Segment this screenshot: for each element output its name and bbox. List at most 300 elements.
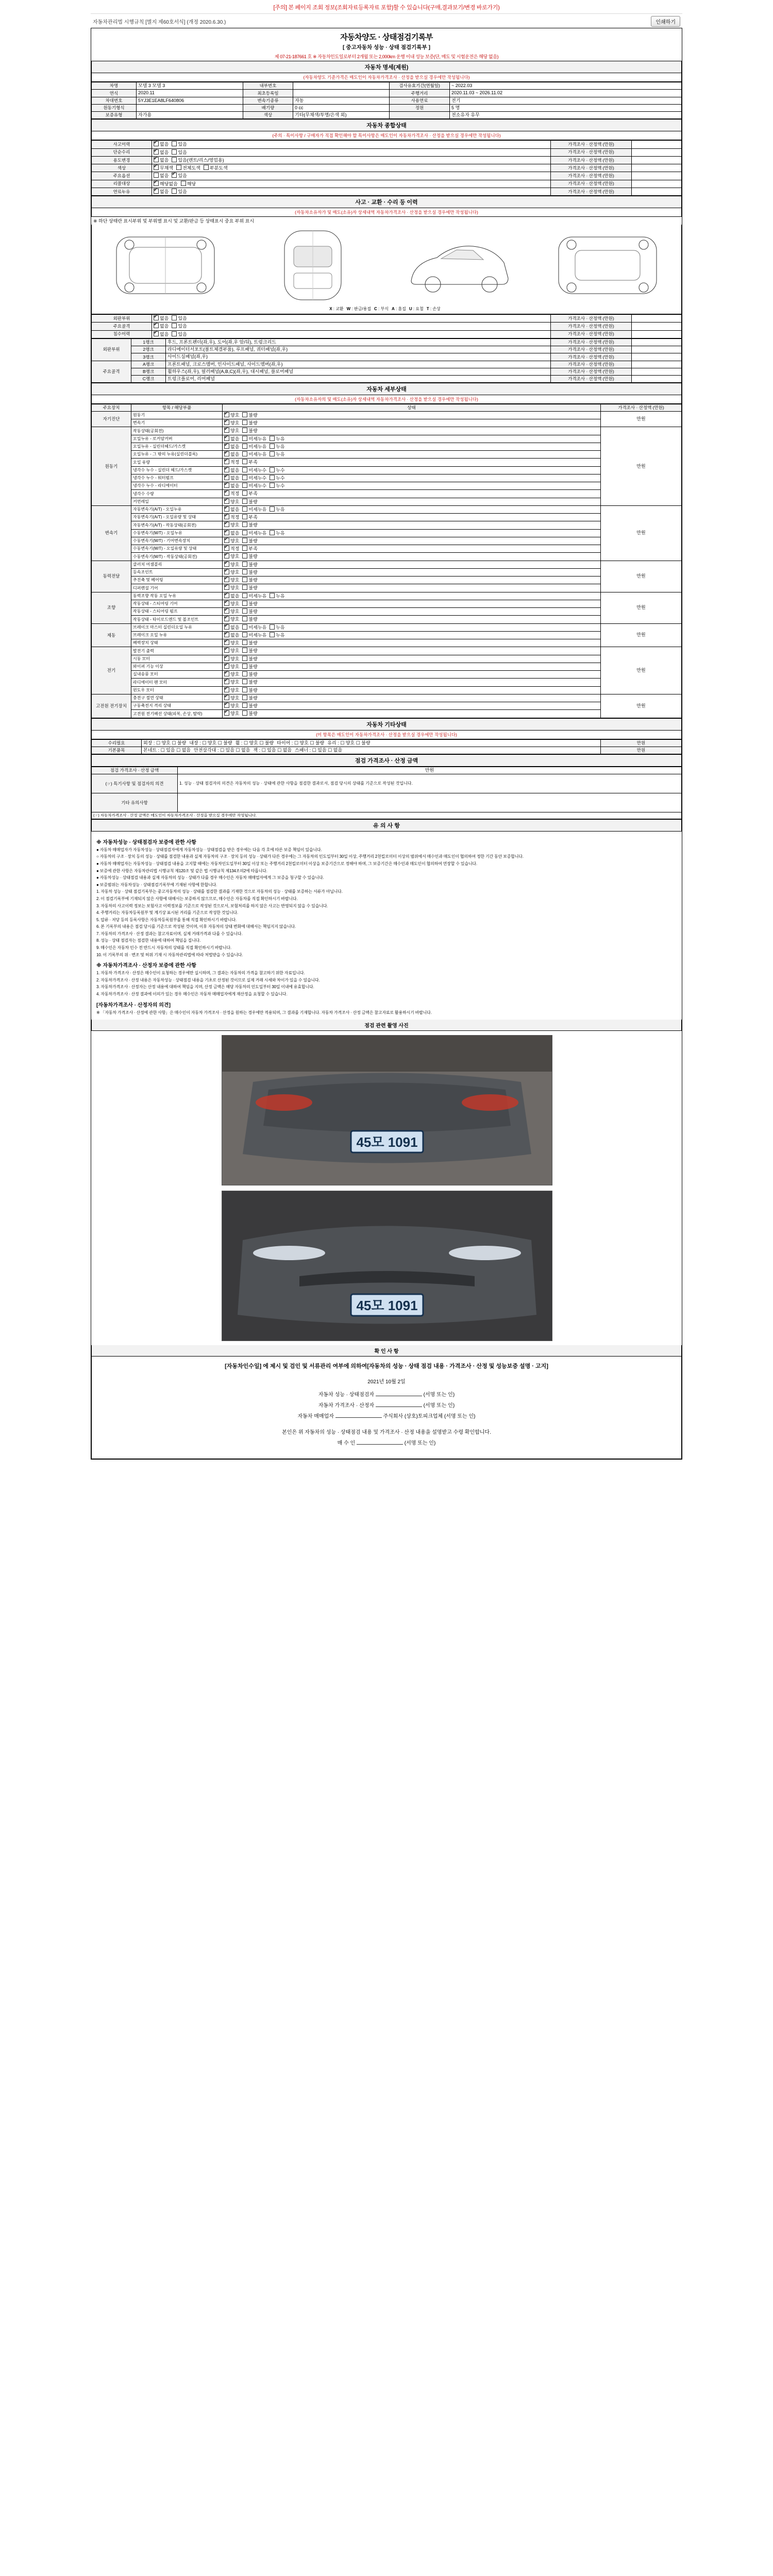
cell-options[interactable] [223, 655, 601, 663]
cell-options[interactable] [152, 188, 551, 195]
cell-item: 냉각수 누수 - 워터펌프 [131, 474, 223, 482]
check-option[interactable]: ✔ 양호 [224, 703, 239, 709]
cell-options[interactable] [152, 172, 551, 180]
cell-options[interactable] [152, 180, 551, 188]
checkbox-icon[interactable] [242, 585, 247, 590]
checkbox-icon[interactable] [242, 562, 247, 567]
checkbox-icon[interactable] [224, 538, 229, 543]
option-group[interactable]: 외장 : ☐ 양호 ☐ 불량 [143, 740, 187, 745]
checkbox-icon[interactable] [224, 436, 229, 441]
check-option[interactable]: 불량 [242, 577, 257, 583]
checkbox-icon[interactable] [204, 165, 209, 170]
cell-options[interactable] [223, 663, 601, 670]
check-option[interactable]: ✔ 적정 [224, 514, 239, 520]
check-option[interactable]: 불량 [242, 522, 257, 528]
check-option[interactable]: ✔ 양호 [224, 577, 239, 583]
check-option[interactable]: 누유 [270, 436, 284, 442]
check-option[interactable]: ✔ 양호 [224, 585, 239, 591]
check-option[interactable]: 불량 [242, 562, 257, 568]
checkbox-icon[interactable] [224, 420, 229, 425]
check-option[interactable]: ✔ 없음 [224, 632, 239, 638]
checkbox-icon[interactable] [242, 428, 247, 433]
check-option[interactable]: 있음 [172, 331, 187, 337]
check-option[interactable]: ✔ 적정 [224, 490, 239, 497]
checkbox-icon[interactable] [224, 679, 229, 684]
checkbox-icon[interactable] [172, 331, 177, 336]
check-option[interactable]: ✔ 적정 [224, 546, 239, 552]
check-option[interactable]: ✔ 양호 [224, 538, 239, 544]
cell-options[interactable] [223, 474, 601, 482]
checkbox-icon[interactable] [242, 710, 247, 716]
check-option[interactable]: 누유 [270, 593, 284, 599]
check-option[interactable]: 부분도색 [204, 165, 228, 171]
check-option[interactable]: 해당 [181, 181, 196, 187]
check-option[interactable]: 불량 [242, 608, 257, 615]
check-option[interactable]: ✔ 없음 [154, 157, 169, 163]
checkbox-icon[interactable] [172, 315, 177, 320]
guide-paragraph: 9. 매수인은 자동차 인수 전 반드시 자동차의 상태를 직접 확인하시기 바랍니다. [96, 945, 231, 951]
check-option[interactable]: 미세누유 [242, 530, 266, 536]
check-option[interactable]: 불량 [242, 679, 257, 685]
checkbox-icon[interactable] [224, 562, 229, 567]
cell-options[interactable] [223, 568, 601, 576]
check-option[interactable]: 불량 [242, 687, 257, 693]
check-option[interactable]: ✔ 양호 [224, 412, 239, 418]
check-option[interactable]: 불량 [242, 420, 257, 426]
cell-options[interactable] [223, 411, 601, 419]
check-option[interactable]: 누유 [270, 451, 284, 457]
option-group[interactable]: 타이어 : ☐ 양호 ☐ 불량 [277, 740, 325, 745]
cell-options[interactable] [223, 710, 601, 718]
checkbox-icon[interactable] [154, 189, 159, 194]
check-option[interactable]: ✔ 양호 [224, 687, 239, 693]
checkbox-icon[interactable] [224, 585, 229, 590]
cell-price: 만원 [601, 505, 682, 561]
check-option[interactable]: 불량 [242, 616, 257, 622]
check-option[interactable]: ✔ 양호 [224, 553, 239, 560]
checkbox-icon[interactable] [270, 483, 275, 488]
cell-options[interactable] [223, 702, 601, 710]
check-option[interactable]: 누수 [270, 467, 284, 473]
cell-options[interactable] [223, 514, 601, 521]
cell-options[interactable] [223, 623, 601, 631]
cell-options[interactable] [223, 553, 601, 561]
checkbox-icon[interactable] [154, 149, 159, 155]
checkbox-icon[interactable] [270, 444, 275, 449]
checkbox-icon[interactable] [224, 483, 229, 488]
checkbox-icon[interactable] [242, 506, 247, 512]
checkbox-icon[interactable] [242, 553, 247, 558]
check-option[interactable]: 미세누수 [242, 467, 266, 473]
check-option[interactable]: ✔ 양호 [224, 499, 239, 505]
check-option[interactable]: ✔ 양호 [224, 608, 239, 615]
basic-spec-table [91, 82, 682, 119]
cell-options[interactable] [223, 490, 601, 498]
checkbox-icon[interactable] [242, 569, 247, 574]
checkbox-icon[interactable] [242, 436, 247, 441]
cell-options[interactable] [152, 148, 551, 156]
check-option[interactable]: 불량 [242, 585, 257, 591]
check-option[interactable]: ✔ 양호 [224, 656, 239, 662]
checkbox-icon[interactable] [242, 451, 247, 456]
check-option[interactable]: 누유 [270, 506, 284, 513]
checkbox-icon[interactable] [224, 490, 229, 496]
table-row [92, 330, 682, 338]
option-group[interactable]: 잭 : ☐ 있음 ☐ 없음 [253, 747, 292, 753]
cell-options[interactable] [223, 435, 601, 443]
checkbox-icon[interactable] [270, 467, 275, 472]
check-option[interactable]: ✔ 없음 [224, 467, 239, 473]
checkbox-icon[interactable] [242, 420, 247, 425]
check-option[interactable]: ✔ 양호 [224, 710, 239, 717]
checkbox-icon[interactable] [224, 553, 229, 558]
checkbox-icon[interactable] [242, 593, 247, 598]
checkbox-icon[interactable] [224, 632, 229, 637]
checkbox-icon[interactable] [224, 616, 229, 621]
checkbox-icon[interactable] [172, 157, 177, 162]
cell-options[interactable] [223, 529, 601, 537]
cell-item: 브레이크 오일 누유 [131, 631, 223, 639]
checkbox-icon[interactable] [224, 687, 229, 692]
cell-options[interactable] [223, 419, 601, 427]
check-option[interactable]: 미세누수 [242, 483, 266, 489]
checkbox-icon[interactable] [242, 467, 247, 472]
checkbox-icon[interactable] [224, 514, 229, 519]
check-option[interactable]: ✔ 없음 [224, 483, 239, 489]
cell-price-label: 가격조사 · 산정액 (만원) [551, 141, 632, 148]
checkbox-icon[interactable] [242, 632, 247, 637]
check-option[interactable]: 불량 [242, 538, 257, 544]
checkbox-icon[interactable] [270, 506, 275, 512]
check-option[interactable]: 미세누유 [242, 506, 266, 513]
option-group[interactable]: 스패너 : ☐ 있음 ☐ 없음 [295, 747, 343, 753]
check-option[interactable]: 누유 [270, 530, 284, 536]
checkbox-icon[interactable] [224, 522, 229, 527]
check-option[interactable]: 미세누유 [242, 632, 266, 638]
check-option[interactable]: ✔ 있음 [172, 173, 187, 179]
check-option[interactable]: ✔ 없음 [224, 530, 239, 536]
cell-options[interactable] [152, 323, 551, 330]
check-option[interactable]: 불량 [242, 640, 257, 646]
check-option[interactable]: 미세누유 [242, 451, 266, 457]
option-group[interactable]: 내장 : ☐ 양호 ☐ 불량 [189, 740, 232, 745]
check-option[interactable]: 부족 [242, 514, 257, 520]
checkbox-icon[interactable] [172, 141, 177, 146]
checkbox-icon[interactable] [172, 173, 177, 178]
checkbox-icon[interactable] [242, 514, 247, 519]
cell-options[interactable] [142, 739, 601, 747]
checkbox-icon[interactable] [270, 475, 275, 480]
cell-options[interactable] [223, 577, 601, 584]
check-option[interactable]: 불량 [242, 648, 257, 654]
check-option[interactable]: ✔ 양호 [224, 601, 239, 607]
check-option[interactable]: ✔ 양호 [224, 616, 239, 622]
check-option[interactable]: ✔ 없음 [224, 436, 239, 442]
checkbox-icon[interactable] [242, 577, 247, 582]
checkbox-icon[interactable] [242, 475, 247, 480]
checkbox-icon[interactable] [181, 181, 186, 186]
print-button[interactable]: 인쇄하기 [651, 16, 680, 27]
checkbox-icon[interactable] [242, 459, 247, 464]
cell-options[interactable] [223, 639, 601, 647]
check-option[interactable]: ✔ 없음 [154, 331, 169, 337]
option-group[interactable]: 유리 : ☐ 양호 ☐ 불량 [327, 740, 371, 745]
section-accident-note: (자동차소유자가 및 매도(소유)자 상세내역 자동차가격조사 · 산정을 받으실 경우에만 작성됩니다) [91, 208, 682, 217]
check-option[interactable]: ✔ 없음 [224, 624, 239, 631]
checkbox-icon[interactable] [176, 165, 181, 170]
check-option[interactable]: 있음 [172, 323, 187, 329]
cell-item: 발전기 출력 [131, 647, 223, 655]
option-group[interactable]: 안전삼각대 : ☐ 있음 ☐ 없음 [194, 747, 250, 753]
checkbox-icon[interactable] [224, 546, 229, 551]
cell-options[interactable] [152, 164, 551, 172]
cell-label: 주요골격 [92, 323, 152, 330]
cell-options[interactable] [223, 686, 601, 694]
check-option[interactable]: 불량 [242, 412, 257, 418]
checkbox-icon[interactable] [172, 189, 177, 194]
cell-options[interactable] [223, 443, 601, 450]
cell-options[interactable] [152, 141, 551, 148]
check-option[interactable]: ✔ 없음 [224, 451, 239, 457]
checkbox-icon[interactable] [242, 616, 247, 621]
checkbox-icon[interactable] [224, 640, 229, 645]
check-option[interactable]: 불량 [242, 499, 257, 505]
check-option[interactable]: ✔ 없음 [224, 593, 239, 599]
checkbox-icon[interactable] [242, 608, 247, 614]
checkbox-icon[interactable] [242, 490, 247, 496]
cell-options[interactable] [152, 156, 551, 164]
check-option[interactable]: 불량 [242, 428, 257, 434]
checkbox-icon[interactable] [242, 444, 247, 449]
cell-options[interactable] [142, 747, 601, 754]
check-option[interactable]: 부족 [242, 459, 257, 465]
checkbox-icon[interactable] [224, 530, 229, 535]
check-option[interactable]: ✔ 양호 [224, 679, 239, 685]
cell-options[interactable] [223, 679, 601, 686]
cell-options[interactable] [223, 459, 601, 466]
cell-options[interactable] [223, 545, 601, 553]
checkbox-icon[interactable] [224, 577, 229, 582]
check-option[interactable]: ✔ 양호 [224, 640, 239, 646]
cell-options[interactable] [223, 498, 601, 505]
check-option[interactable]: ✔ 없음 [154, 323, 169, 329]
checkbox-icon[interactable] [224, 506, 229, 512]
checkbox-icon[interactable] [224, 459, 229, 464]
check-option[interactable]: 불량 [242, 671, 257, 677]
checkbox-icon[interactable] [154, 141, 159, 146]
table-row [92, 793, 682, 812]
checkbox-icon[interactable] [224, 695, 229, 700]
cell-options[interactable] [152, 315, 551, 323]
checkbox-icon[interactable] [154, 157, 159, 162]
checkbox-icon[interactable] [242, 538, 247, 543]
checkbox-icon[interactable] [224, 593, 229, 598]
sign-field[interactable] [335, 1417, 382, 1418]
cell-options[interactable] [223, 694, 601, 702]
check-option[interactable]: 미세누유 [242, 593, 266, 599]
check-option[interactable]: 미세누수 [242, 475, 266, 481]
check-option[interactable]: 불량 [242, 710, 257, 717]
cell-value: 2020.11.03 ~ 2026.11.02 [450, 90, 682, 97]
checkbox-icon[interactable] [224, 648, 229, 653]
cell-options[interactable] [223, 671, 601, 679]
check-option[interactable]: 있음 [172, 141, 187, 147]
check-option[interactable]: 불량 [242, 664, 257, 670]
cell-options[interactable] [223, 561, 601, 568]
cell-options[interactable] [223, 616, 601, 623]
cell-options[interactable] [223, 482, 601, 490]
checkbox-icon[interactable] [154, 181, 159, 186]
checkbox-icon[interactable] [270, 632, 275, 637]
check-option[interactable]: 부족 [242, 546, 257, 552]
checkbox-icon[interactable] [242, 530, 247, 535]
checkbox-icon[interactable] [270, 436, 275, 441]
checkbox-icon[interactable] [154, 173, 159, 178]
checkbox-icon[interactable] [224, 412, 229, 417]
checkbox-icon[interactable] [224, 569, 229, 574]
check-option[interactable]: ✔ 양호 [224, 569, 239, 575]
check-option[interactable]: 누유 [270, 632, 284, 638]
checkbox-icon[interactable] [172, 149, 177, 155]
check-option[interactable]: ✔ 양호 [224, 664, 239, 670]
option-group[interactable]: 본네트 : ☐ 있음 ☐ 없음 [143, 747, 191, 753]
check-option[interactable]: 누수 [270, 475, 284, 481]
checkbox-icon[interactable] [224, 428, 229, 433]
check-option[interactable]: 있음(렌트/리스/영업용) [172, 157, 224, 163]
checkbox-icon[interactable] [242, 624, 247, 630]
checkbox-icon[interactable] [242, 648, 247, 653]
check-option[interactable]: 전체도색 [176, 165, 200, 171]
check-option[interactable]: ✔ 없음 [224, 444, 239, 450]
checkbox-icon[interactable] [224, 601, 229, 606]
check-option[interactable]: ✔ 없음 [224, 506, 239, 513]
check-option[interactable]: 불량 [242, 695, 257, 701]
checkbox-icon[interactable] [242, 703, 247, 708]
checkbox-icon[interactable] [242, 679, 247, 684]
cell-options[interactable] [223, 608, 601, 616]
option-group[interactable]: 휠 : ☐ 양호 ☐ 불량 [235, 740, 274, 745]
check-option[interactable]: ✔ 양호 [224, 648, 239, 654]
check-option[interactable]: 미세누유 [242, 624, 266, 631]
cell-options[interactable] [152, 330, 551, 338]
check-option[interactable]: 불량 [242, 553, 257, 560]
check-option[interactable]: ✔ 양호 [224, 428, 239, 434]
check-option[interactable]: 없음 [154, 173, 169, 179]
cell-options[interactable] [223, 427, 601, 435]
checkbox-icon[interactable] [242, 656, 247, 661]
check-option[interactable]: 누수 [270, 483, 284, 489]
check-option[interactable]: ✔ 무채색 [154, 165, 173, 171]
cell-options[interactable] [223, 451, 601, 459]
cell-options[interactable] [223, 647, 601, 655]
checkbox-icon[interactable] [154, 165, 159, 170]
cell-options[interactable] [223, 584, 601, 592]
check-option[interactable]: ✔ 해당없음 [154, 181, 178, 187]
check-option[interactable]: ✔ 없음 [154, 141, 169, 147]
cell-options[interactable] [223, 521, 601, 529]
check-option[interactable]: ✔ 양호 [224, 695, 239, 701]
check-option[interactable]: ✔ 양호 [224, 522, 239, 528]
check-option[interactable]: ✔ 양호 [224, 562, 239, 568]
cell-options[interactable] [223, 466, 601, 474]
cell-options[interactable] [223, 592, 601, 600]
check-option[interactable]: 부족 [242, 490, 257, 497]
checkbox-icon[interactable] [242, 695, 247, 700]
check-option[interactable]: ✔ 없음 [154, 315, 169, 321]
cell-options[interactable] [223, 631, 601, 639]
checkbox-icon[interactable] [172, 323, 177, 328]
check-option[interactable]: ✔ 적정 [224, 459, 239, 465]
check-option[interactable]: 불량 [242, 703, 257, 709]
check-option[interactable]: 있음 [172, 315, 187, 321]
checkbox-icon[interactable] [270, 624, 275, 630]
photo-section-title: 점검 관련 촬영 사진 [91, 1020, 682, 1031]
checkbox-icon[interactable] [224, 475, 229, 480]
checkbox-icon[interactable] [224, 664, 229, 669]
checkbox-icon[interactable] [224, 451, 229, 456]
check-option[interactable]: ✔ 양호 [224, 671, 239, 677]
checkbox-icon[interactable] [270, 530, 275, 535]
checkbox-icon[interactable] [224, 656, 229, 661]
check-option[interactable]: ✔ 없음 [224, 475, 239, 481]
checkbox-icon[interactable] [224, 710, 229, 716]
check-option[interactable]: ✔ 양호 [224, 420, 239, 426]
check-option[interactable]: 누유 [270, 444, 284, 450]
checkbox-icon[interactable] [224, 671, 229, 676]
check-option[interactable]: 있음 [172, 189, 187, 195]
checkbox-icon[interactable] [242, 601, 247, 606]
checkbox-icon[interactable] [242, 412, 247, 417]
check-option[interactable]: ✔ 없음 [154, 189, 169, 195]
checkbox-icon[interactable] [242, 671, 247, 676]
check-option[interactable]: 누유 [270, 624, 284, 631]
checkbox-icon[interactable] [242, 522, 247, 527]
check-option[interactable]: 불량 [242, 569, 257, 575]
cell-options[interactable] [223, 505, 601, 513]
buyer-field[interactable] [357, 1444, 403, 1445]
checkbox-icon[interactable] [224, 624, 229, 630]
checkbox-icon[interactable] [224, 703, 229, 708]
checkbox-icon[interactable] [224, 467, 229, 472]
cell-options[interactable] [223, 537, 601, 545]
checkbox-icon[interactable] [242, 483, 247, 488]
checkbox-icon[interactable] [224, 608, 229, 614]
checkbox-icon[interactable] [242, 687, 247, 692]
check-option[interactable]: 불량 [242, 601, 257, 607]
checkbox-icon[interactable] [154, 331, 159, 336]
check-option[interactable]: 불량 [242, 656, 257, 662]
check-option[interactable]: ✔ 없음 [154, 149, 169, 156]
title-note: 제 07-21-187661 호 ※ 자동차인도일로부터 2개월 또는 2,000km 운행 이내 성능 보증(단, 매도 및 시험운전은 해당 없음) [274, 54, 499, 59]
checkbox-icon[interactable] [224, 444, 229, 449]
cell-price-label: 가격조사 · 산정액 (만원) [551, 376, 632, 383]
checkbox-icon[interactable] [242, 640, 247, 645]
checkbox-icon[interactable] [242, 499, 247, 504]
checkbox-icon[interactable] [242, 664, 247, 669]
check-option[interactable]: 미세누유 [242, 444, 266, 450]
checkbox-icon[interactable] [154, 315, 159, 320]
checkbox-icon[interactable] [270, 451, 275, 456]
check-option[interactable]: 미세누유 [242, 436, 266, 442]
cell-options[interactable] [223, 600, 601, 607]
check-option[interactable]: 있음 [172, 149, 187, 156]
sign-field[interactable] [376, 1406, 422, 1407]
cell-item: 와이퍼 기능 이상 [131, 663, 223, 670]
checkbox-icon[interactable] [154, 323, 159, 328]
checkbox-icon[interactable] [242, 546, 247, 551]
checkbox-icon[interactable] [224, 499, 229, 504]
checkbox-icon[interactable] [270, 593, 275, 598]
